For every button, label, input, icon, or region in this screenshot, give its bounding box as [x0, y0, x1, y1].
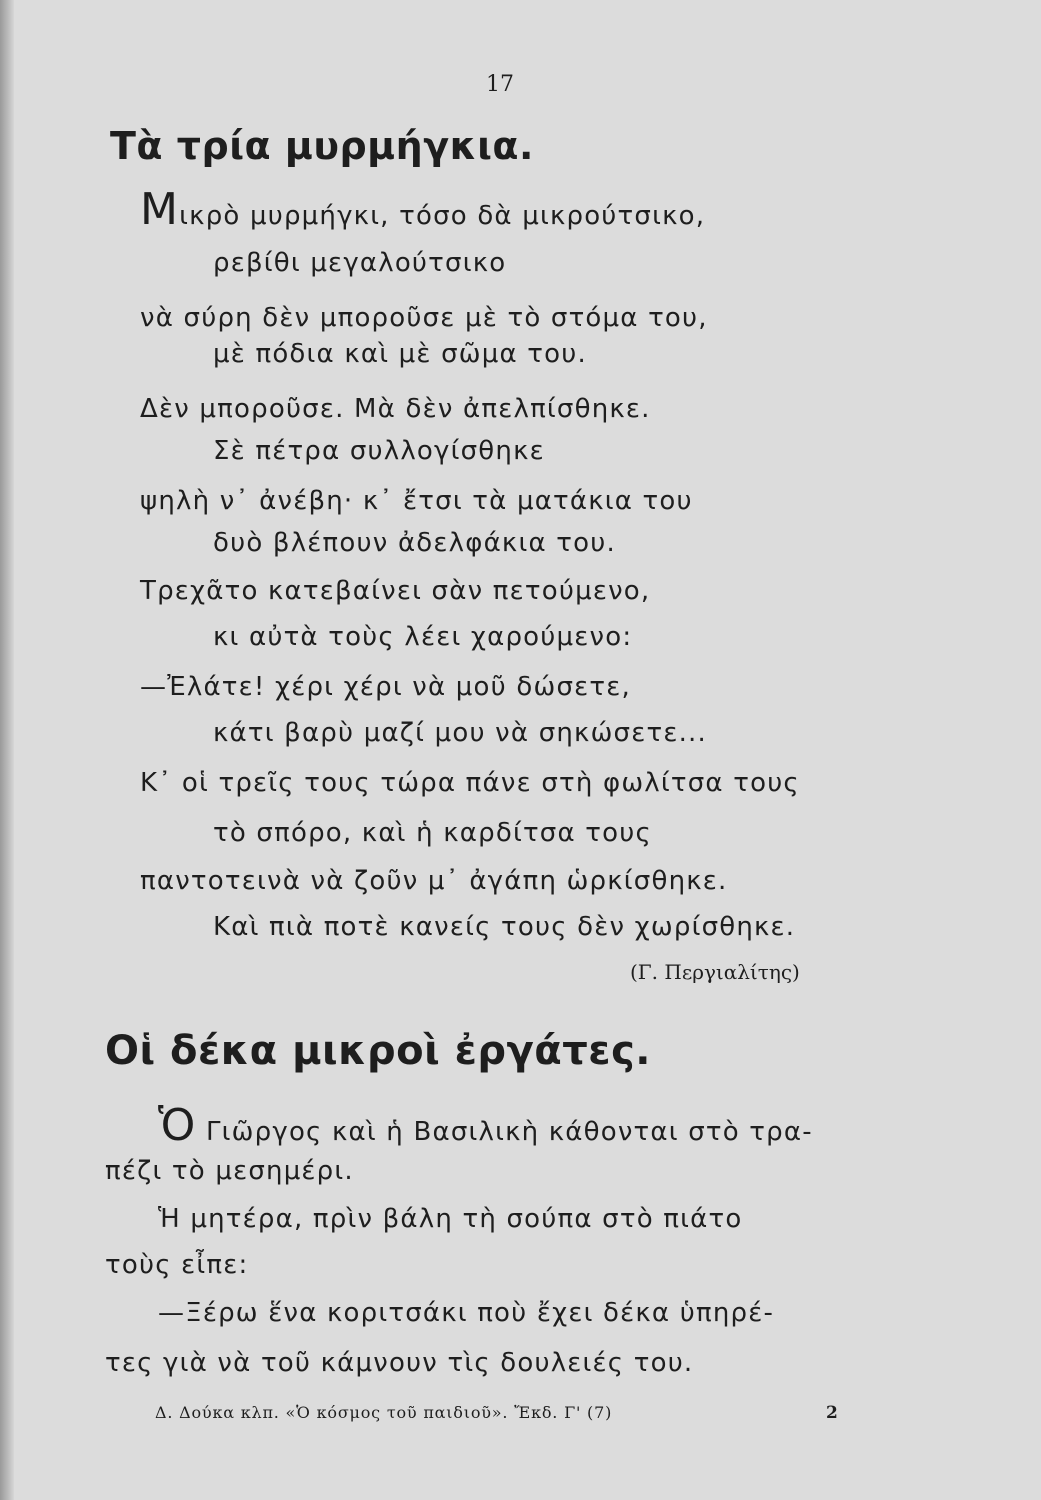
story-line: πέζι τὸ μεσημέρι. — [105, 1156, 354, 1186]
poem-author: (Γ. Περγιαλίτης) — [630, 960, 800, 984]
footer-text: Δ. Δούκα κλπ. «Ὁ κόσμος τοῦ παιδιοῦ». Ἔκδ. Γ' (7) — [155, 1403, 613, 1422]
page-number: 17 — [486, 72, 514, 97]
poem-line: κι αὐτὰ τοὺς λέει χαρούμενο: — [213, 622, 633, 652]
poem-line: νὰ σύρη δὲν μποροῦσε μὲ τὸ στόμα του, — [140, 303, 708, 333]
poem-line: ρεβίθι μεγαλούτσικο — [213, 248, 507, 278]
poem-line: τὸ σπόρο, καὶ ἡ καρδίτσα τους — [213, 818, 652, 848]
poem-line: κάτι βαρὺ μαζί μου νὰ σηκώσετε... — [213, 718, 707, 748]
poem-line: —Ἐλάτε! χέρι χέρι νὰ μοῦ δώσετε, — [140, 672, 631, 702]
poem-line: Κ᾽ οἱ τρεῖς τους τώρα πάνε στὴ φωλίτσα τους — [140, 768, 800, 798]
story-line: τοὺς εἶπε: — [105, 1250, 249, 1280]
poem-line: Δὲν μποροῦσε. Μὰ δὲν ἀπελπίσθηκε. — [140, 394, 651, 424]
story-line-first — [158, 1100, 813, 1151]
poem-line: μὲ πόδια καὶ μὲ σῶμα του. — [213, 339, 587, 369]
story-dropcap: Ὁ — [158, 1100, 197, 1151]
story-title: Οἱ δέκα μικροὶ ἐργάτες. — [105, 1028, 651, 1074]
poem-line: παντοτεινὰ νὰ ζοῦν μ᾽ ἀγάπη ὡρκίσθηκε. — [140, 866, 728, 896]
poem-first-line-rest: ικρὸ μυρμήγκι, τόσο δὰ μικρούτσικο, — [179, 201, 706, 231]
story-line: τες γιὰ νὰ τοῦ κάμνουν τὶς δουλειές του. — [105, 1348, 694, 1378]
poem-line: Σὲ πέτρα συλλογίσθηκε — [213, 436, 545, 466]
poem-line: δυὸ βλέπουν ἀδελφάκια του. — [213, 528, 616, 558]
poem-line: Τρεχᾶτο κατεβαίνει σὰν πετούμενο, — [140, 576, 651, 606]
poem-dropcap: Μ — [140, 184, 180, 235]
poem-line: ψηλὴ ν᾽ ἀνέβη· κ᾽ ἔτσι τὰ ματάκια του — [140, 486, 693, 516]
footer-signature: 2 — [826, 1403, 838, 1423]
story-first-line-rest: Γιῶργος καὶ ἡ Βασιλικὴ κάθονται στὸ τρα- — [206, 1117, 813, 1147]
story-line: —Ξέρω ἕνα κοριτσάκι ποὺ ἔχει δέκα ὑπηρέ- — [158, 1298, 775, 1328]
page-gutter — [0, 0, 14, 1500]
story-line: Ἡ μητέρα, πρὶν βάλη τὴ σούπα στὸ πιάτο — [158, 1204, 743, 1234]
poem-line-first — [140, 184, 706, 235]
poem-title: Τὰ τρία μυρμήγκια. — [110, 124, 534, 168]
poem-line: Καὶ πιὰ ποτὲ κανείς τους δὲν χωρίσθηκε. — [213, 912, 796, 942]
